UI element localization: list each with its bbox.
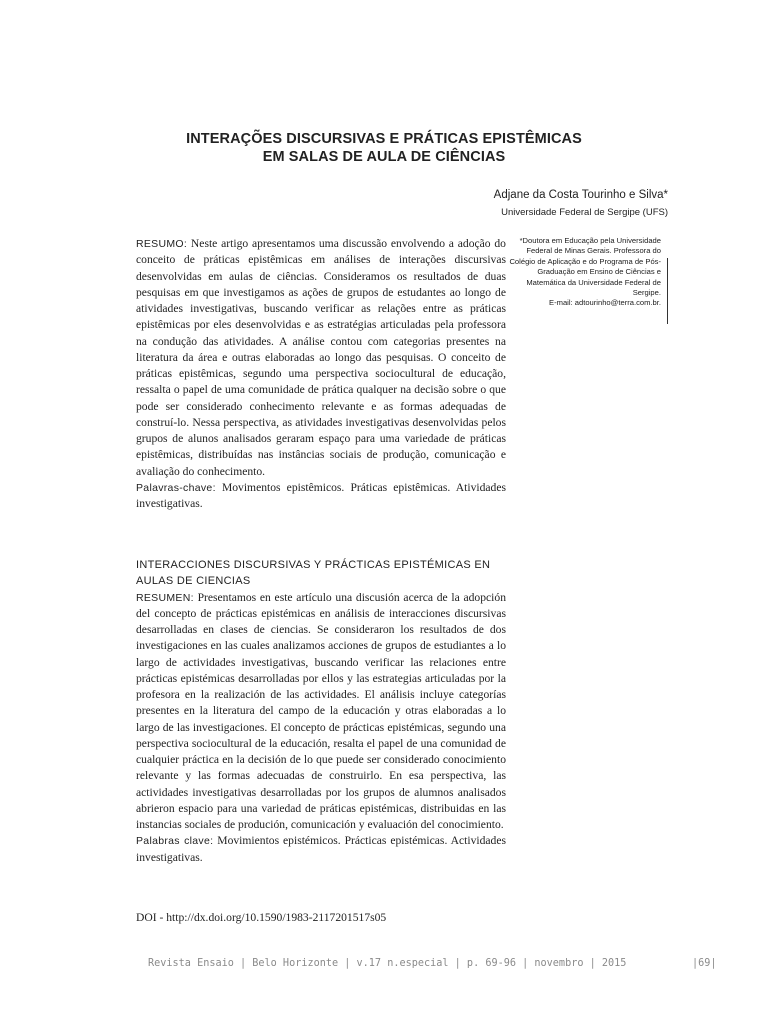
abstract-pt-keywords — [136, 480, 506, 513]
title-line-2: EM SALAS DE AULA DE CIÊNCIAS — [262, 149, 506, 165]
abstract-pt-text: Neste artigo apresentamos uma discussão envolvendo a adoção do conceito de práticas epistêmicas em análises de interações discursivas desenvolvidas em aulas de ciências. Consideramos os resultados de duas pesquisas em que investigamos as ações de grupos de estudantes ao longo de atividades investigativas, buscando verificar as relações entre as práticas epistêmicas por eles desenvolvidas e as estratégias articuladas pela professora na condução das atividades. A análise contou com categorias presentes na literatura da área e outras elaboradas ao longo das pesquisas. O conceito de práticas epistêmicas, segundo uma perspectiva sociocultural de educação, ressalta o papel de uma comunidade de prática qualquer na decisão sobre o que pode ser considerado conhecimento relevante e as formas adequadas de construí-lo. Nessa perspectiva, as atividades investigativas desenvolvidas pelos grupos de alunos analisados geraram espaço para uma variedade de práticas epistêmicas, distribuídas nas instâncias sociais de produção, comunicação e avaliação do conhecimento. — [136, 237, 506, 478]
article-title — [0, 130, 768, 166]
footnote-divider — [667, 258, 668, 324]
footnote-text: *Doutora em Educação pela Universidade Federal de Minas Gerais. Professora do Colégio de Aplicação e do Programa de Pós-Graduação em Ensino de Ciências e Matemática da Universidade Federal de Sergipe. — [509, 236, 661, 298]
title-line-1: INTERAÇÕES DISCURSIVAS E PRÁTICAS EPISTÊMICAS — [186, 131, 582, 147]
running-footer: Revista Ensaio | Belo Horizonte | v.17 n.especial | p. 69-96 | novembro | 2015 — [148, 958, 627, 969]
abstract-portuguese — [136, 236, 506, 512]
keywords-es-text: Movimientos epistémicos. Prácticas epistémicas. Actividades investigativas. — [136, 834, 506, 864]
author-name: Adjane da Costa Tourinho e Silva* — [493, 189, 668, 201]
abstract-spanish — [136, 557, 506, 866]
doi-link[interactable]: DOI - http://dx.doi.org/10.1590/1983-2117201517s05 — [136, 911, 387, 924]
abstract-es-keywords — [136, 833, 506, 866]
abstract-pt-paragraph — [136, 236, 506, 480]
abstract-es-text: Presentamos en este artículo una discusión acerca de la adopción del concepto de prácticas epistémicas en análisis de interacciones discursivas desarrolladas en clases de ciencias. Se consideraron los resultados de dos investigaciones en las cuales analizamos acciones de grupos de estudiantes a lo largo de actividades investigativas, buscando verificar las relaciones entre prácticas epistémicas desarrolladas por ellos y las estrategias articuladas por la profesora en la realización de las actividades. El análisis incluye categorías presentes en la literatura del campo de la educación y otras elaboradas a lo largo de las investigaciones. El concepto de prácticas epistémicas, segundo una perspectiva sociocultural de la educación, resalta el papel de una comunidad de cualquier práctica en la decisión de lo que puede ser considerado conocimiento relevante y las formas adecuadas de construirlo. En esa perspectiva, las actividades investigativas desarrolladas por los grupos de alumnos analisados abrieron espacio para una variedad de práticas epistémicas, distribuidas en las instancias sociales de produción, comunicación y evaluación del conocimiento. — [136, 590, 506, 831]
abstract-es-title: INTERACCIONES DISCURSIVAS Y PRÁCTICAS EPISTÉMICAS EN AULAS DE CIENCIAS — [136, 559, 491, 588]
author-footnote — [508, 236, 661, 309]
keywords-pt-label: Palavras-chave: — [136, 481, 216, 494]
keywords-pt-text: Movimentos epistêmicos. Práticas epistêmicas. Atividades investigativas. — [136, 480, 506, 510]
abstract-es-label: RESUMEN: — [136, 591, 194, 604]
author-affiliation: Universidade Federal de Sergipe (UFS) — [501, 207, 668, 218]
abstract-pt-label: RESUMO: — [136, 238, 188, 250]
abstract-es-paragraph — [136, 590, 506, 834]
footnote-email[interactable]: E-mail: adtourinho@terra.com.br. — [549, 298, 661, 308]
keywords-es-label: Palabras clave: — [136, 835, 214, 848]
page-number: |69| — [692, 958, 717, 969]
